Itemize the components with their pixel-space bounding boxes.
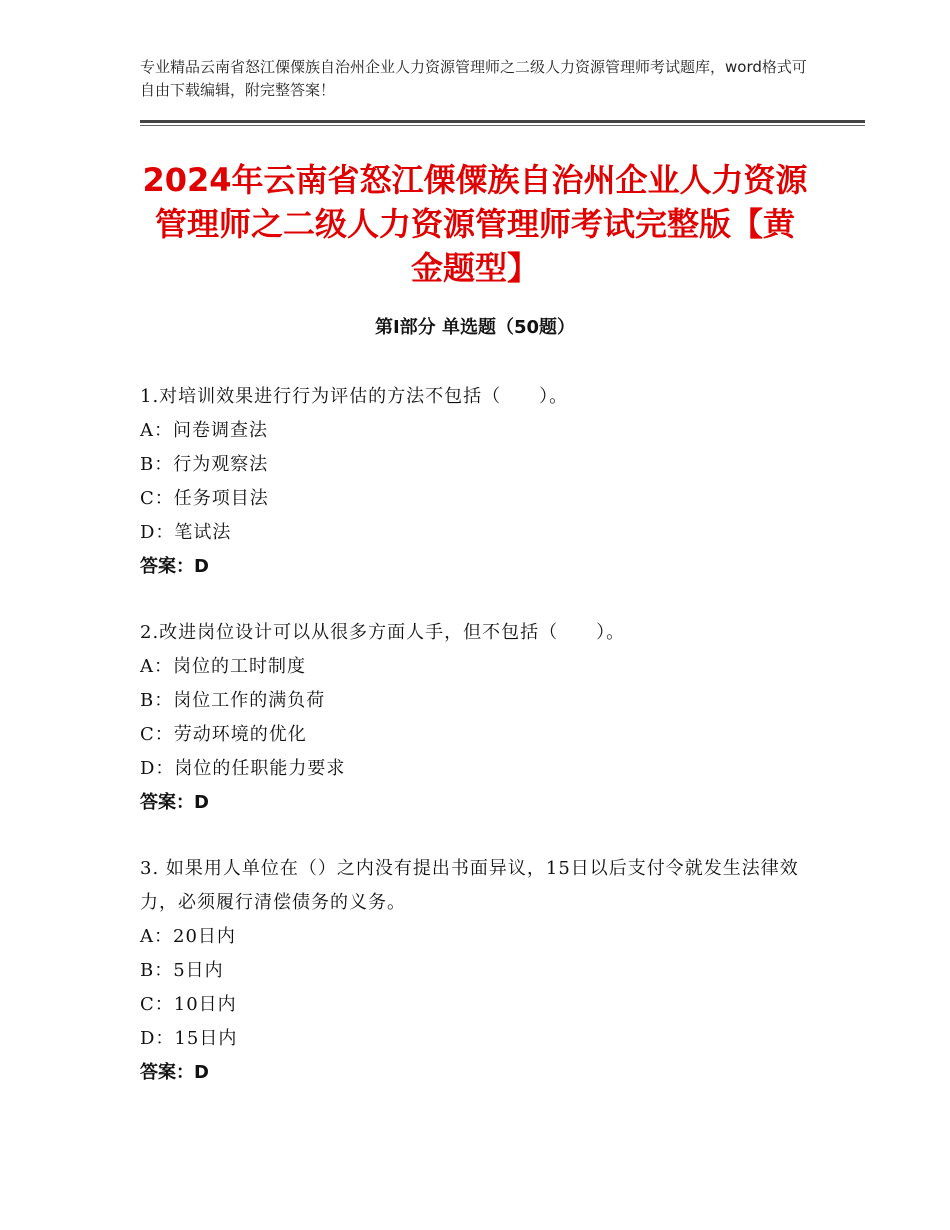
document-title: 2024年云南省怒江傈僳族自治州企业人力资源管理师之二级人力资源管理师考试完整版【黄金题型】 bbox=[142, 161, 808, 287]
answer: 答案：D bbox=[140, 1062, 209, 1083]
question-list bbox=[140, 380, 820, 1122]
option-d: D：岗位的任职能力要求 bbox=[140, 758, 346, 779]
question-stem: 1.对培训效果进行行为评估的方法不包括（ ）。 bbox=[140, 386, 569, 407]
option-b: B：岗位工作的满负荷 bbox=[140, 690, 326, 711]
option-c: C：任务项目法 bbox=[140, 488, 269, 509]
section-heading: 第Ⅰ部分 单选题（50题） bbox=[374, 317, 575, 338]
question-2 bbox=[140, 616, 820, 820]
option-b: B：行为观察法 bbox=[140, 454, 269, 475]
option-c: C：劳动环境的优化 bbox=[140, 724, 307, 745]
header-divider-thin bbox=[140, 125, 865, 126]
option-b: B：5日内 bbox=[140, 960, 224, 981]
option-a: A：岗位的工时制度 bbox=[140, 656, 306, 677]
question-stem: 3. 如果用人单位在（）之内没有提出书面异议，15日以后支付令就发生法律效力，必须履行清偿债务的义务。 bbox=[140, 858, 799, 913]
header-note: 专业精品云南省怒江傈僳族自治州企业人力资源管理师之二级人力资源管理师考试题库，word格式可自由下载编辑，附完整答案！ bbox=[140, 58, 807, 99]
header-divider bbox=[140, 120, 865, 126]
option-d: D：15日内 bbox=[140, 1028, 238, 1049]
option-a: A：20日内 bbox=[140, 926, 236, 947]
option-d: D：笔试法 bbox=[140, 522, 232, 543]
header-divider-thick bbox=[140, 120, 865, 123]
option-c: C：10日内 bbox=[140, 994, 237, 1015]
question-3 bbox=[140, 852, 820, 1090]
answer: 答案：D bbox=[140, 792, 209, 813]
question-1 bbox=[140, 380, 820, 584]
option-a: A：问卷调查法 bbox=[140, 420, 268, 441]
question-stem: 2.改进岗位设计可以从很多方面人手，但不包括（ ）。 bbox=[140, 622, 626, 643]
answer: 答案：D bbox=[140, 556, 209, 577]
